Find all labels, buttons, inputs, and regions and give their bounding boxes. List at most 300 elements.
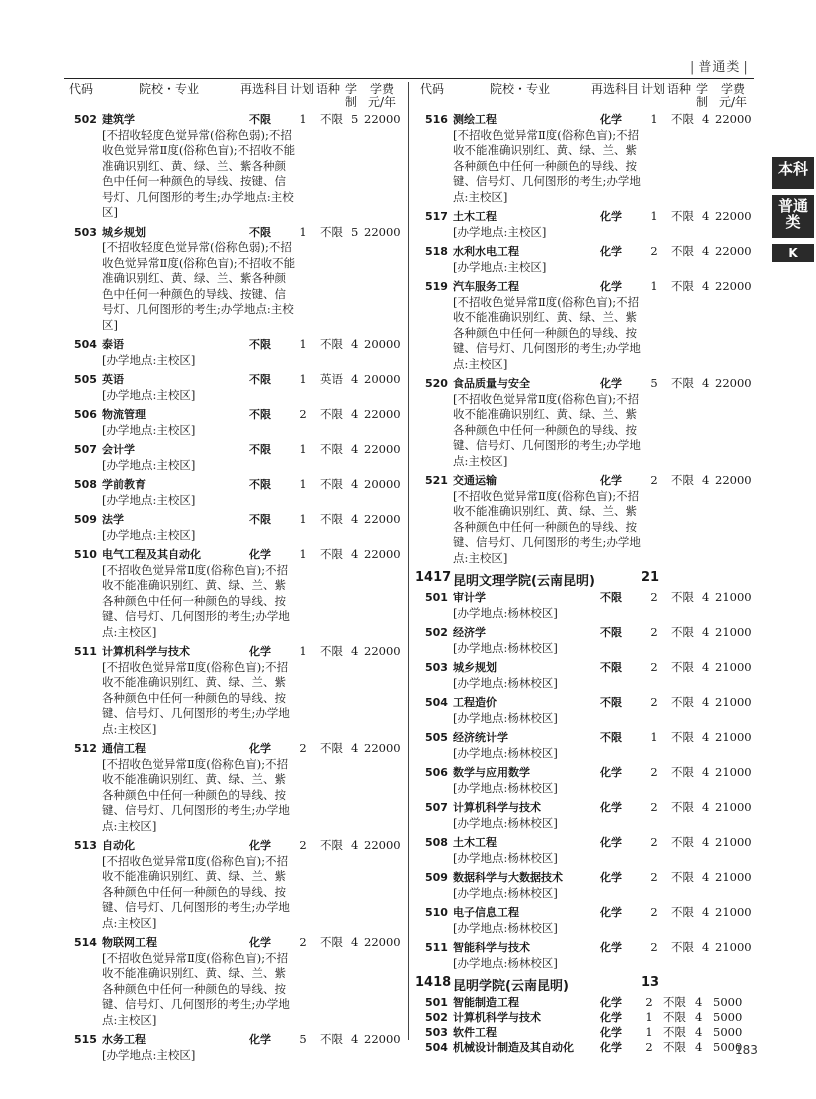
column-header <box>415 82 757 112</box>
plan-count: 1 <box>299 442 307 456</box>
major-name: 汽车服务工程 <box>453 280 519 293</box>
major-note: [办学地点:主校区] <box>102 457 196 472</box>
institution-name: 昆明学院(云南昆明) <box>453 979 569 994</box>
language: 不限 <box>320 935 343 949</box>
major-row <box>64 838 406 931</box>
major-code: 516 <box>425 113 448 126</box>
plan-count: 2 <box>299 407 307 421</box>
header-fee: 学费 元/年 <box>718 82 748 109</box>
major-code: 510 <box>74 548 97 561</box>
major-row <box>415 730 757 761</box>
major-name: 会计学 <box>102 443 135 456</box>
tuition-fee: 21000 <box>715 660 752 674</box>
institution-plan: 13 <box>641 975 660 990</box>
major-name: 智能制造工程 <box>453 996 519 1009</box>
major-code: 504 <box>425 696 448 709</box>
major-code: 511 <box>425 941 448 954</box>
subject-requirement: 化学 <box>249 742 271 755</box>
tab-k[interactable]: K <box>772 244 814 262</box>
page-number: 183 <box>735 1043 758 1057</box>
major-code: 518 <box>425 245 448 258</box>
tuition-fee: 22000 <box>364 741 401 755</box>
major-row <box>415 765 757 796</box>
study-years: 4 <box>702 800 710 814</box>
tuition-fee: 21000 <box>715 835 752 849</box>
major-row <box>415 800 757 831</box>
major-code: 502 <box>74 113 97 126</box>
tuition-fee: 22000 <box>715 279 752 293</box>
study-years: 4 <box>702 730 710 744</box>
plan-count: 1 <box>650 112 658 126</box>
major-note: [办学地点:杨林校区] <box>453 605 558 620</box>
major-row <box>415 695 757 726</box>
major-note: [不招收色觉异常Ⅱ度(俗称色盲);不招收不能准确识别红、黄、绿、兰、紫各种颜色中任何一种颜色的导线、按键、信号灯、几何图形的考生;办学地点:主校区] <box>102 659 290 736</box>
header-school-major: 院校・专业 <box>138 82 199 96</box>
major-code: 510 <box>425 906 448 919</box>
major-name: 物流管理 <box>102 408 146 421</box>
major-row <box>415 660 757 691</box>
major-code: 503 <box>74 225 97 239</box>
plan-count: 1 <box>645 1025 653 1039</box>
subject-requirement: 化学 <box>600 836 622 849</box>
language: 不限 <box>320 442 343 456</box>
subject-requirement: 化学 <box>600 1011 622 1024</box>
plan-count: 2 <box>650 870 658 884</box>
major-row <box>415 1040 757 1055</box>
major-code: 501 <box>425 996 448 1009</box>
major-code: 508 <box>425 836 448 849</box>
header-code: 代码 <box>419 82 444 96</box>
major-code: 509 <box>425 871 448 884</box>
column-header <box>64 82 406 112</box>
language: 不限 <box>671 765 694 779</box>
study-years: 4 <box>702 625 710 639</box>
major-row <box>64 741 406 834</box>
language: 不限 <box>671 625 694 639</box>
major-note: [办学地点:主校区] <box>453 259 547 274</box>
plan-count: 5 <box>650 376 658 390</box>
major-name: 机械设计制造及其自动化 <box>453 1041 574 1054</box>
study-years: 4 <box>702 695 710 709</box>
subject-requirement: 化学 <box>600 245 622 258</box>
subject-requirement: 化学 <box>249 1033 271 1046</box>
institution-code: 1418 <box>415 975 452 990</box>
major-row <box>415 995 757 1010</box>
subject-requirement: 不限 <box>249 338 271 351</box>
tab-general[interactable]: 普通类 <box>772 195 814 238</box>
subject-requirement: 化学 <box>600 801 622 814</box>
language: 不限 <box>671 112 694 126</box>
major-code: 504 <box>425 1041 448 1054</box>
major-note: [不招收色觉异常Ⅱ度(俗称色盲);不招收不能准确识别红、黄、绿、兰、紫各种颜色中任何一种颜色的导线、按键、信号灯、几何图形的考生;办学地点:主校区] <box>102 853 290 930</box>
major-row <box>415 870 757 901</box>
major-name: 智能科学与技术 <box>453 941 530 954</box>
major-note: [办学地点:杨林校区] <box>453 955 558 970</box>
major-row <box>415 209 757 240</box>
study-years: 4 <box>351 935 359 949</box>
subject-requirement: 不限 <box>600 591 622 604</box>
major-code: 506 <box>74 408 97 421</box>
study-years: 4 <box>702 765 710 779</box>
major-code: 517 <box>425 210 448 223</box>
tuition-fee: 22000 <box>364 1032 401 1046</box>
major-name: 食品质量与安全 <box>453 377 530 390</box>
subject-requirement: 化学 <box>249 548 271 561</box>
tuition-fee: 22000 <box>364 224 401 239</box>
tuition-fee: 21000 <box>715 765 752 779</box>
header-school-major: 院校・专业 <box>489 82 550 96</box>
major-row <box>415 244 757 275</box>
language: 不限 <box>671 660 694 674</box>
major-name: 计算机科学与技术 <box>453 1011 541 1024</box>
language: 英语 <box>320 372 343 386</box>
language: 不限 <box>671 870 694 884</box>
major-list <box>415 112 757 566</box>
subject-requirement: 化学 <box>600 113 622 126</box>
tuition-fee: 21000 <box>715 940 752 954</box>
subject-requirement: 不限 <box>249 443 271 456</box>
header-language: 语种 <box>316 82 341 96</box>
major-name: 测绘工程 <box>453 113 497 126</box>
major-note: [办学地点:主校区] <box>102 387 196 402</box>
subject-requirement: 不限 <box>249 373 271 386</box>
major-code: 502 <box>425 626 448 639</box>
major-note: [办学地点:主校区] <box>453 224 547 239</box>
major-name: 数据科学与大数据技术 <box>453 871 563 884</box>
plan-count: 5 <box>299 1032 307 1046</box>
language: 不限 <box>663 1010 686 1024</box>
tab-undergrad[interactable]: 本科 <box>772 157 814 189</box>
major-code: 520 <box>425 377 448 390</box>
header-subject: 再选科目 <box>239 82 288 96</box>
major-row <box>64 477 406 508</box>
major-note: [办学地点:杨林校区] <box>453 675 558 690</box>
major-row <box>64 644 406 737</box>
major-note: [不招收色觉异常Ⅱ度(俗称色盲);不招收不能准确识别红、黄、绿、兰、紫各种颜色中任何一种颜色的导线、按键、信号灯、几何图形的考生;办学地点:主校区] <box>453 391 641 468</box>
major-name: 计算机科学与技术 <box>453 801 541 814</box>
study-years: 4 <box>351 372 359 386</box>
tuition-fee: 22000 <box>364 442 401 456</box>
subject-requirement: 化学 <box>600 766 622 779</box>
major-name: 审计学 <box>453 591 486 604</box>
major-code: 506 <box>425 766 448 779</box>
plan-count: 2 <box>650 940 658 954</box>
major-row <box>415 835 757 866</box>
major-code: 501 <box>425 591 448 604</box>
tuition-fee: 22000 <box>364 407 401 421</box>
major-name: 法学 <box>102 513 124 526</box>
major-note: [办学地点:杨林校区] <box>453 710 558 725</box>
study-years: 4 <box>702 112 710 126</box>
language: 不限 <box>320 112 343 126</box>
tuition-fee: 22000 <box>364 644 401 658</box>
major-name: 通信工程 <box>102 742 146 755</box>
language: 不限 <box>671 244 694 258</box>
tuition-fee: 22000 <box>715 112 752 126</box>
major-code: 504 <box>74 338 97 351</box>
study-years: 4 <box>702 940 710 954</box>
major-code: 505 <box>425 731 448 744</box>
major-name: 城乡规划 <box>453 661 497 674</box>
tuition-fee: 5000 <box>713 995 743 1009</box>
major-name: 交通运输 <box>453 474 497 487</box>
language: 不限 <box>663 995 686 1009</box>
major-row <box>415 590 757 621</box>
header-rule <box>64 78 754 79</box>
major-name: 软件工程 <box>453 1026 497 1039</box>
tuition-fee: 21000 <box>715 590 752 604</box>
major-name: 工程造价 <box>453 696 497 709</box>
major-code: 511 <box>74 645 97 658</box>
header-years: 学 制 <box>695 82 708 109</box>
major-code: 505 <box>74 373 97 386</box>
language: 不限 <box>320 337 343 351</box>
major-note: [不招收色觉异常Ⅱ度(俗称色盲);不招收不能准确识别红、黄、绿、兰、紫各种颜色中任何一种颜色的导线、按键、信号灯、几何图形的考生;办学地点:主校区] <box>453 488 641 565</box>
major-note: [不招收色觉异常Ⅱ度(俗称色盲);不招收不能准确识别红、黄、绿、兰、紫各种颜色中任何一种颜色的导线、按键、信号灯、几何图形的考生;办学地点:主校区] <box>453 294 641 371</box>
major-name: 学前教育 <box>102 478 146 491</box>
tuition-fee: 21000 <box>715 730 752 744</box>
study-years: 4 <box>351 442 359 456</box>
major-note: [办学地点:主校区] <box>102 352 196 367</box>
language: 不限 <box>671 940 694 954</box>
subject-requirement: 化学 <box>600 871 622 884</box>
tuition-fee: 21000 <box>715 695 752 709</box>
major-note: [不招收轻度色觉异常(俗称色弱);不招收色觉异常Ⅱ度(俗称色盲);不招收不能准确识别红、黄、绿、兰、紫各种颜色中任何一种颜色的导线、按键、信号灯、几何图形的考生;办学地点:主校区] <box>102 240 296 332</box>
plan-count: 2 <box>650 765 658 779</box>
study-years: 4 <box>702 279 710 293</box>
language: 不限 <box>671 590 694 604</box>
plan-count: 1 <box>299 547 307 561</box>
major-row <box>64 935 406 1028</box>
major-code: 515 <box>74 1033 97 1046</box>
language: 不限 <box>320 407 343 421</box>
language: 不限 <box>320 644 343 658</box>
major-note: [办学地点:杨林校区] <box>453 780 558 795</box>
subject-requirement: 化学 <box>600 906 622 919</box>
subject-requirement: 化学 <box>600 996 622 1009</box>
plan-count: 2 <box>650 473 658 487</box>
language: 不限 <box>320 838 343 852</box>
language: 不限 <box>671 209 694 223</box>
study-years: 5 <box>351 224 359 239</box>
major-name: 经济学 <box>453 626 486 639</box>
major-note: [办学地点:杨林校区] <box>453 885 558 900</box>
major-list <box>415 995 757 1055</box>
plan-count: 2 <box>650 625 658 639</box>
study-years: 4 <box>351 1032 359 1046</box>
study-years: 4 <box>695 1010 703 1024</box>
language: 不限 <box>663 1025 686 1039</box>
plan-count: 1 <box>299 512 307 526</box>
plan-count: 2 <box>650 835 658 849</box>
study-years: 4 <box>351 512 359 526</box>
major-name: 物联网工程 <box>102 936 157 949</box>
study-years: 4 <box>702 660 710 674</box>
tuition-fee: 5000 <box>713 1040 743 1054</box>
major-row <box>415 279 757 372</box>
header-years: 学 制 <box>344 82 357 109</box>
major-row <box>64 407 406 438</box>
plan-count: 1 <box>299 644 307 658</box>
language: 不限 <box>671 279 694 293</box>
major-code: 508 <box>74 478 97 491</box>
plan-count: 2 <box>650 905 658 919</box>
major-name: 英语 <box>102 373 124 386</box>
tuition-fee: 22000 <box>364 512 401 526</box>
major-list <box>415 590 757 971</box>
major-note: [不招收色觉异常Ⅱ度(俗称色盲);不招收不能准确识别红、黄、绿、兰、紫各种颜色中任何一种颜色的导线、按键、信号灯、几何图形的考生;办学地点:主校区] <box>102 562 290 639</box>
major-row <box>415 940 757 971</box>
tuition-fee: 20000 <box>364 372 401 386</box>
header-fee: 学费 元/年 <box>367 82 397 109</box>
major-name: 电子信息工程 <box>453 906 519 919</box>
tuition-fee: 22000 <box>715 209 752 223</box>
institution-heading <box>415 975 757 995</box>
category-label: | 普通类 | <box>690 56 749 75</box>
tuition-fee: 21000 <box>715 625 752 639</box>
tuition-fee: 22000 <box>364 112 401 126</box>
tuition-fee: 22000 <box>715 244 752 258</box>
language: 不限 <box>320 512 343 526</box>
institution-code: 1417 <box>415 570 452 585</box>
study-years: 4 <box>702 244 710 258</box>
study-years: 4 <box>695 995 703 1009</box>
language: 不限 <box>320 224 343 239</box>
major-name: 城乡规划 <box>102 225 146 239</box>
major-code: 503 <box>425 1026 448 1039</box>
subject-requirement: 不限 <box>249 113 271 126</box>
plan-count: 1 <box>299 224 307 239</box>
study-years: 4 <box>695 1025 703 1039</box>
subject-requirement: 化学 <box>600 280 622 293</box>
plan-count: 2 <box>645 995 653 1009</box>
major-row <box>415 112 757 205</box>
plan-count: 1 <box>650 730 658 744</box>
plan-count: 1 <box>650 279 658 293</box>
tuition-fee: 21000 <box>715 905 752 919</box>
plan-count: 1 <box>645 1010 653 1024</box>
subject-requirement: 化学 <box>600 210 622 223</box>
subject-requirement: 不限 <box>249 408 271 421</box>
major-note: [办学地点:杨林校区] <box>453 920 558 935</box>
subject-requirement: 不限 <box>249 478 271 491</box>
major-note: [办学地点:杨林校区] <box>453 745 558 760</box>
plan-count: 2 <box>650 244 658 258</box>
subject-requirement: 不限 <box>249 513 271 526</box>
subject-requirement: 化学 <box>600 377 622 390</box>
major-row <box>415 376 757 469</box>
tuition-fee: 5000 <box>713 1025 743 1039</box>
language: 不限 <box>320 741 343 755</box>
plan-count: 2 <box>299 741 307 755</box>
study-years: 4 <box>695 1040 703 1054</box>
major-list <box>64 112 406 1063</box>
tuition-fee: 22000 <box>364 547 401 561</box>
plan-count: 1 <box>299 337 307 351</box>
major-code: 507 <box>425 801 448 814</box>
subject-requirement: 化学 <box>600 1026 622 1039</box>
study-years: 4 <box>702 835 710 849</box>
tuition-fee: 20000 <box>364 337 401 351</box>
plan-count: 1 <box>650 209 658 223</box>
major-name: 计算机科学与技术 <box>102 645 190 658</box>
major-row <box>415 473 757 566</box>
major-note: [办学地点:主校区] <box>102 527 196 542</box>
major-name: 土木工程 <box>453 210 497 223</box>
tuition-fee: 22000 <box>715 473 752 487</box>
plan-count: 1 <box>299 112 307 126</box>
major-note: [办学地点:主校区] <box>102 1047 196 1062</box>
major-row <box>64 512 406 543</box>
subject-requirement: 化学 <box>249 936 271 949</box>
major-code: 512 <box>74 742 97 755</box>
plan-count: 2 <box>299 838 307 852</box>
institution-name: 昆明文理学院(云南昆明) <box>453 574 595 589</box>
major-name: 土木工程 <box>453 836 497 849</box>
major-name: 数学与应用数学 <box>453 766 530 779</box>
major-row <box>64 225 406 334</box>
language: 不限 <box>671 376 694 390</box>
major-note: [不招收色觉异常Ⅱ度(俗称色盲);不招收不能准确识别红、黄、绿、兰、紫各种颜色中任何一种颜色的导线、按键、信号灯、几何图形的考生;办学地点:主校区] <box>102 950 290 1027</box>
study-years: 4 <box>702 209 710 223</box>
study-years: 4 <box>702 905 710 919</box>
study-years: 4 <box>351 337 359 351</box>
language: 不限 <box>671 905 694 919</box>
major-note: [不招收轻度色觉异常(俗称色弱);不招收色觉异常Ⅱ度(俗称色盲);不招收不能准确识别红、黄、绿、兰、紫各种颜色中任何一种颜色的导线、按键、信号灯、几何图形的考生;办学地点:主校区] <box>102 127 296 219</box>
header-plan: 计划 <box>290 82 315 96</box>
major-note: [不招收色觉异常Ⅱ度(俗称色盲);不招收不能准确识别红、黄、绿、兰、紫各种颜色中任何一种颜色的导线、按键、信号灯、几何图形的考生;办学地点:主校区] <box>102 756 290 833</box>
plan-count: 2 <box>650 660 658 674</box>
plan-count: 2 <box>299 935 307 949</box>
subject-requirement: 不限 <box>600 731 622 744</box>
major-name: 水利水电工程 <box>453 245 519 258</box>
major-row <box>415 1025 757 1040</box>
subject-requirement: 不限 <box>600 696 622 709</box>
subject-requirement: 不限 <box>600 626 622 639</box>
header-language: 语种 <box>667 82 692 96</box>
institution-plan: 21 <box>641 570 660 585</box>
language: 不限 <box>671 730 694 744</box>
major-note: [办学地点:杨林校区] <box>453 640 558 655</box>
major-name: 经济统计学 <box>453 731 508 744</box>
tuition-fee: 22000 <box>364 838 401 852</box>
major-row <box>64 337 406 368</box>
plan-count: 2 <box>650 800 658 814</box>
major-note: [不招收色觉异常Ⅱ度(俗称色盲);不招收不能准确识别红、黄、绿、兰、紫各种颜色中任何一种颜色的导线、按键、信号灯、几何图形的考生;办学地点:主校区] <box>453 127 641 204</box>
study-years: 4 <box>702 590 710 604</box>
major-note: [办学地点:杨林校区] <box>453 850 558 865</box>
major-row <box>415 625 757 656</box>
subject-requirement: 不限 <box>249 225 271 239</box>
major-name: 自动化 <box>102 839 135 852</box>
subject-requirement: 化学 <box>249 645 271 658</box>
major-code: 513 <box>74 839 97 852</box>
major-row <box>64 1032 406 1063</box>
tuition-fee: 5000 <box>713 1010 743 1024</box>
major-code: 514 <box>74 936 97 949</box>
study-years: 4 <box>351 477 359 491</box>
study-years: 4 <box>351 407 359 421</box>
tuition-fee: 20000 <box>364 477 401 491</box>
major-row <box>415 905 757 936</box>
right-column <box>415 82 757 1055</box>
header-code: 代码 <box>68 82 93 96</box>
tuition-fee: 21000 <box>715 800 752 814</box>
column-divider <box>408 82 409 1040</box>
major-name: 水务工程 <box>102 1033 146 1046</box>
tuition-fee: 22000 <box>364 935 401 949</box>
major-code: 509 <box>74 513 97 526</box>
